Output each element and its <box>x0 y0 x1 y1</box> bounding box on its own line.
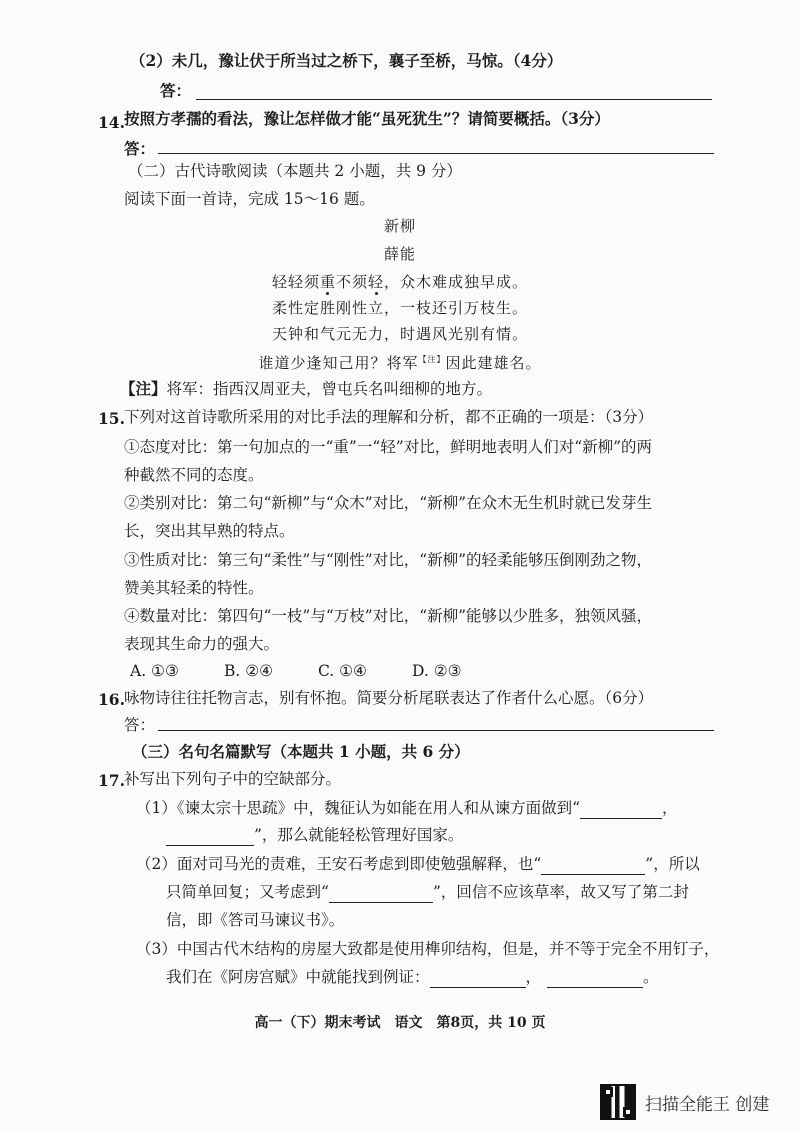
poem-line-1-part-c: ，众木难成独早成。 <box>384 273 529 291</box>
section2-intro: 阅读下面一首诗，完成 15～16 题。 <box>124 190 375 208</box>
q15-choice-a[interactable]: A. ①③ <box>130 662 179 680</box>
q17-number: 17. <box>98 771 125 790</box>
q13-part2-text: （2）未几，豫让伏于所当过之桥下，襄子至桥，马惊。（4分） <box>130 51 563 70</box>
q17-part3-line2 <box>166 966 659 988</box>
q17-blank-4[interactable] <box>329 886 433 903</box>
q17-blank-5[interactable] <box>430 971 526 988</box>
q14-answer-line[interactable] <box>158 153 714 154</box>
q15-option-3-line-2: 赞美其轻柔的特性。 <box>124 579 264 597</box>
poem-title: 新柳 <box>383 217 416 235</box>
q17-part2-line2 <box>166 881 689 903</box>
page-footer: 高一（下）期末考试 语文 第8页，共 10 页 <box>254 1015 546 1031</box>
q17-part2-line3: 信，即《答司马谏议书》。 <box>166 911 345 929</box>
q17-part2-text-c: 只简单回复；又考虑到“ <box>166 883 329 901</box>
q17-part2-line1 <box>136 853 700 875</box>
q14-text: 按照方孝孺的看法，豫让怎样做才能“虽死犹生”？请简要概括。（3分） <box>124 109 610 128</box>
q17-part3-text-c: ， <box>525 968 542 986</box>
q17-part2-text-b: ”，所以 <box>645 855 700 873</box>
q15-text: 下列对这首诗歌所采用的对比手法的理解和分析，都不正确的一项是：（3分） <box>124 408 654 426</box>
q15-option-2-line-2: 长，突出其早熟的特点。 <box>124 522 295 540</box>
q17-part1-text-a: （1）《谏太宗十思疏》中，魏征认为如能在用人和从谏方面做到“ <box>136 799 581 817</box>
poem-line-4 <box>0 349 800 374</box>
q15-option-1-line-1: ①态度对比：第一句加点的一“重”一“轻”对比，鲜明地表明人们对“新柳”的两 <box>124 438 653 456</box>
poem-line-1 <box>0 271 800 293</box>
q17-part3-text-d: 。 <box>643 968 659 986</box>
q14-number: 14. <box>98 113 125 132</box>
poem-line-4-part-a: 谁道少逢知己用？将军 <box>258 354 419 372</box>
scanner-watermark: 扫描全能王 创建 <box>645 1095 770 1115</box>
q16-number: 16. <box>98 690 125 709</box>
q15-option-1-line-2: 种截然不同的态度。 <box>124 466 264 484</box>
q17-blank-1[interactable] <box>580 802 662 819</box>
q17-blank-2[interactable] <box>166 829 254 846</box>
q15-choice-c[interactable]: C. ①④ <box>318 662 367 680</box>
q17-part3-line1: （3）中国古代木结构的房屋大致都是使用榫卯结构，但是，并不等于完全不用钉子， <box>136 940 720 958</box>
q17-part1-text-b: ， <box>662 799 678 817</box>
q17-part1-line1 <box>136 797 678 819</box>
section2-heading: （二）古代诗歌阅读（本题共 2 小题，共 9 分） <box>128 162 462 180</box>
q17-blank-6[interactable] <box>547 971 643 988</box>
q17-part1-line2 <box>166 824 463 846</box>
q17-text: 补写出下列句子中的空缺部分。 <box>124 770 342 788</box>
q16-answer-line[interactable] <box>158 730 714 731</box>
q15-option-4-line-1: ④数量对比：第四句“一枝”与“万枝”对比，“新柳”能够以少胜多，独领风骚， <box>124 607 653 625</box>
q15-number: 15. <box>98 409 125 428</box>
q16-answer-label: 答： <box>124 716 156 734</box>
note <box>120 378 492 400</box>
poem-note-marker: 【注】 <box>418 355 446 364</box>
note-label: 【注】 <box>120 379 167 398</box>
q13-answer-line[interactable] <box>196 99 712 100</box>
q15-option-3-line-1: ③性质对比：第三句“柔性”与“刚性”对比，“新柳”的轻柔能够压倒刚劲之物， <box>124 551 653 569</box>
poem-line-1-part-b: 不须 <box>335 273 368 291</box>
poem-line-2: 柔性定胜刚性立，一枝还引万枝生。 <box>271 299 528 317</box>
q13-answer-label: 答： <box>160 81 192 100</box>
dotted-char-qing: 轻 <box>368 273 385 291</box>
poem-line-4-part-b: 因此建雄名。 <box>445 354 542 372</box>
q14-answer-label: 答： <box>124 139 156 158</box>
q17-part3-text-b: 我们在《阿房宫赋》中就能找到例证： <box>166 968 430 986</box>
q15-option-4-line-2: 表现其生命力的强大。 <box>124 635 280 653</box>
poem-line-3: 天钟和气元无力，时遇风光别有情。 <box>271 325 528 343</box>
note-text: 将军：指西汉周亚夫，曾屯兵名叫细柳的地方。 <box>166 380 493 398</box>
section3-heading: （三）名句名篇默写（本题共 1 小题，共 6 分） <box>132 742 470 761</box>
dotted-char-zhong: 重 <box>319 273 336 291</box>
q16-text: 咏物诗往往托物言志，别有怀抱。简要分析尾联表达了作者什么心愿。（6分） <box>124 689 654 707</box>
qr-code-icon <box>600 1084 636 1120</box>
q15-choice-b[interactable]: B. ②④ <box>224 662 274 680</box>
poem-author: 薛能 <box>383 245 416 263</box>
q17-part2-text-d: ”，回信不应该草率，故又写了第二封 <box>432 883 689 901</box>
q15-option-2-line-1: ②类别对比：第二句“新柳”与“众木”对比，“新柳”在众木无生机时就已发芽生 <box>124 494 653 512</box>
q15-choice-d[interactable]: D. ②③ <box>412 662 462 680</box>
q17-blank-3[interactable] <box>541 858 645 875</box>
q17-part2-text-a: （2）面对司马光的责难，王安石考虑到即使勉强解释，也“ <box>136 855 542 873</box>
poem-line-1-part-a: 轻轻须 <box>271 273 320 291</box>
q17-part1-text-c: ”，那么就能轻松管理好国家。 <box>254 826 464 844</box>
